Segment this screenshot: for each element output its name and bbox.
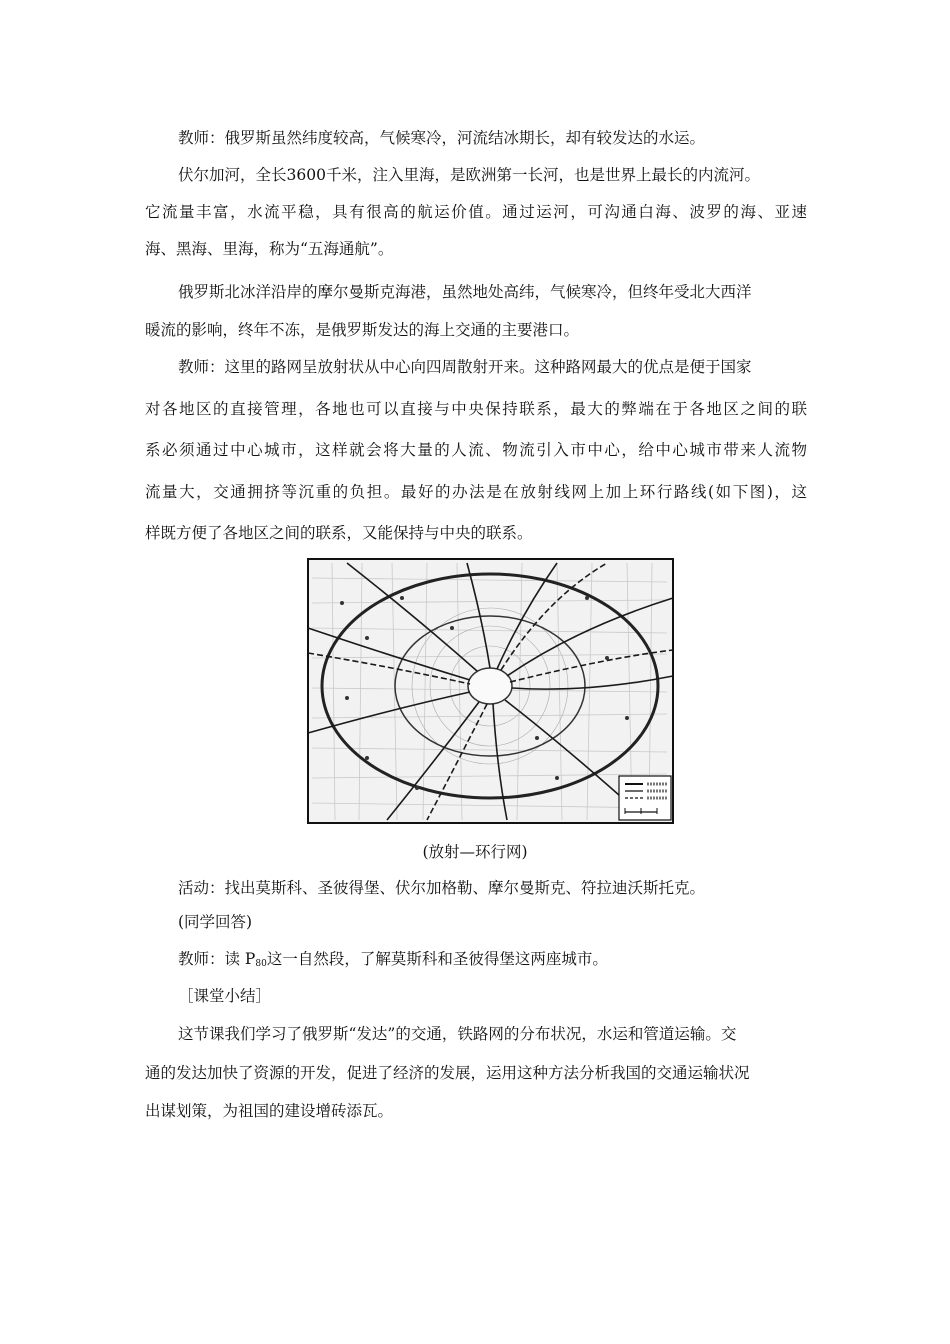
summary-line2: 通的发达加快了资源的开发，促进了经济的发展，运用这种方法分析我国的交通运输状况 — [145, 1064, 750, 1082]
paragraph-network-line2: 对各地区的直接管理，各地也可以直接与中央保持联系，最大的弊端在于各地区之间的联 — [145, 400, 807, 418]
paragraph-volga-line2: 它流量丰富，水流平稳，具有很高的航运价值。通过运河，可沟通白海、波罗的海、亚速 — [145, 203, 807, 221]
paragraph-network-line3: 系必须通过中心城市，这样就会将大量的人流、物流引入市中心，给中心城市带来人流物 — [145, 441, 807, 459]
paragraph-network-line4: 流量大，交通拥挤等沉重的负担。最好的办法是在放射线网上加上环行路线(如下图)，这 — [145, 483, 807, 501]
map-illustration — [307, 558, 674, 824]
paragraph-network-line1: 教师：这里的路网呈放射状从中心向四周散射开来。这种路网最大的优点是便于国家 — [178, 358, 752, 376]
paragraph-volga-line1: 伏尔加河，全长3600千米，注入里海，是欧洲第一长河，也是世界上最长的内流河。 — [178, 166, 760, 184]
teacher-read-suffix: 这一自然段，了解莫斯科和圣彼得堡这两座城市。 — [266, 950, 608, 968]
page-number-subscript: 80 — [255, 959, 267, 969]
figure-caption: (放射—环行网) — [422, 843, 528, 861]
student-answer-line: (同学回答) — [178, 913, 253, 931]
summary-title: ［课堂小结］ — [178, 987, 272, 1005]
paragraph-murmansk-line1: 俄罗斯北冰洋沿岸的摩尔曼斯克海港，虽然地处高纬，气候寒冷，但终年受北大西洋 — [178, 283, 752, 301]
paragraph-teacher-water: 教师：俄罗斯虽然纬度较高，气候寒冷，河流结冰期长，却有较发达的水运。 — [178, 129, 706, 147]
summary-line3: 出谋划策，为祖国的建设增砖添瓦。 — [145, 1102, 394, 1120]
teacher-read-prefix: 教师：读 P — [178, 950, 256, 968]
activity-line: 活动：找出莫斯科、圣彼得堡、伏尔加格勒、摩尔曼斯克、符拉迪沃斯托克。 — [178, 879, 706, 897]
paragraph-murmansk-line2: 暖流的影响，终年不冻，是俄罗斯发达的海上交通的主要港口。 — [145, 321, 580, 339]
paragraph-volga-line3: 海、黑海、里海，称为“五海通航”。 — [145, 240, 394, 258]
summary-line1: 这节课我们学习了俄罗斯“发达”的交通，铁路网的分布状况，水运和管道运输。交 — [178, 1025, 737, 1043]
teacher-read-line — [178, 949, 608, 974]
paragraph-network-line5: 样既方便了各地区之间的联系，又能保持与中央的联系。 — [145, 524, 533, 542]
radial-ring-network-map — [307, 558, 674, 824]
